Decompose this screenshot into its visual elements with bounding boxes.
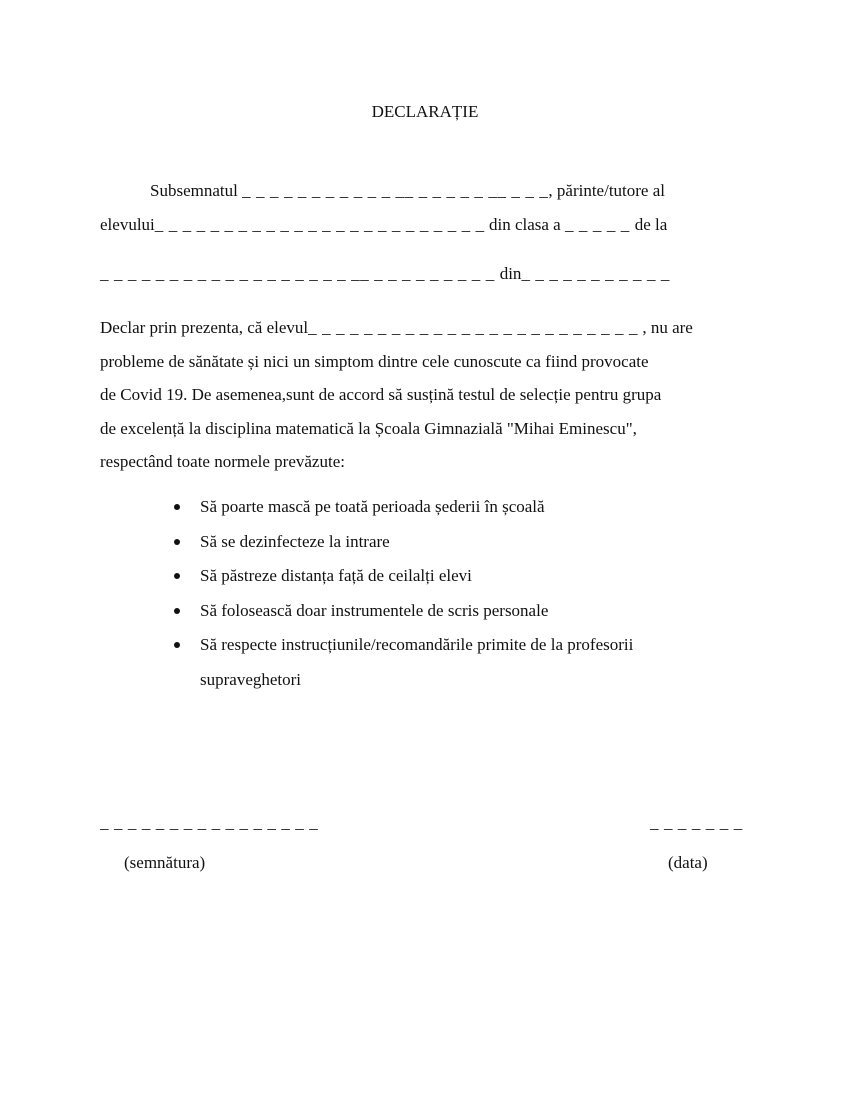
bullet-icon <box>174 642 180 648</box>
rule-text: Să se dezinfecteze la intrare <box>200 531 390 551</box>
declared-student-blank[interactable]: _ _ _ _ _ _ _ _ _ _ _ _ _ _ _ _ _ _ _ _ _ _ _ _ <box>308 318 639 337</box>
bullet-icon <box>174 608 180 614</box>
paragraph-line: respectând toate normele prevăzute: <box>100 452 345 471</box>
signature-blank[interactable]: _ _ _ _ _ _ _ _ _ _ _ _ _ _ _ _ <box>100 813 319 832</box>
paragraph-first-line <box>100 311 760 345</box>
list-item <box>172 490 732 525</box>
parent-name-line <box>150 182 665 199</box>
bullet-icon <box>174 504 180 510</box>
signature-label: (semnătura) <box>124 853 206 872</box>
student-class-line <box>100 216 667 233</box>
date-label: (data) <box>668 853 708 872</box>
paragraph-line: probleme de sănătate și nici un simptom dintre cele cunoscute ca fiind provocate <box>100 351 649 371</box>
class-blank[interactable]: _ _ _ _ _ <box>564 215 635 234</box>
student-name-blank[interactable]: _ _ _ _ _ _ _ _ _ _ _ _ _ _ _ _ _ _ _ _ _ _ _ _ <box>154 215 485 234</box>
locality-blank[interactable]: _ _ _ _ _ _ _ _ _ _ _ <box>521 264 671 283</box>
rule-text: Să folosească doar instrumentele de scris personale <box>200 600 549 620</box>
school-label: de la <box>634 215 668 234</box>
list-item <box>172 525 732 560</box>
student-label: elevului <box>100 215 155 234</box>
bullet-icon <box>174 539 180 545</box>
school-blank[interactable]: _ _ _ _ _ _ _ _ _ _ _ _ _ _ _ _ _ _ __ _ _ _ _ _ _ _ _ _ <box>100 264 500 283</box>
declaration-trail-text: , nu are <box>638 318 693 337</box>
parent-name-label: Subsemnatul <box>150 181 238 200</box>
declaration-lead-text: Declar prin prezenta, că elevul <box>100 318 309 337</box>
bullet-icon <box>174 573 180 579</box>
document-title: DECLARAȚIE <box>371 102 479 121</box>
parent-role-text: , părinte/tutore al <box>548 181 665 200</box>
paragraph-line: de Covid 19. De asemenea,sunt de accord să susțină testul de selecție pentru grupa <box>100 385 662 404</box>
list-item <box>172 594 732 629</box>
rule-text: Să respecte instrucțiunile/recomandările primite de la profesorii supraveghetori <box>200 635 634 689</box>
date-blank[interactable]: _ _ _ _ _ _ _ <box>650 813 743 832</box>
paragraph-line: de excelență la disciplina matematică la Școala Gimnazială "Mihai Eminescu", <box>100 418 637 438</box>
list-item <box>172 559 732 594</box>
parent-name-blank[interactable]: _ _ _ _ _ _ _ _ _ _ _ __ _ _ _ _ _ __ _ _ _ <box>242 181 549 200</box>
locality-label: din <box>499 264 522 283</box>
school-locality-line <box>100 265 670 282</box>
class-label: din clasa a <box>484 215 565 234</box>
rules-list <box>172 490 732 697</box>
rule-text: Să păstreze distanța față de ceilalți elevi <box>200 566 472 585</box>
declaration-paragraph <box>100 311 760 479</box>
list-item <box>172 628 732 697</box>
rule-text: Să poarte mască pe toată perioada șederii în școală <box>200 497 545 516</box>
